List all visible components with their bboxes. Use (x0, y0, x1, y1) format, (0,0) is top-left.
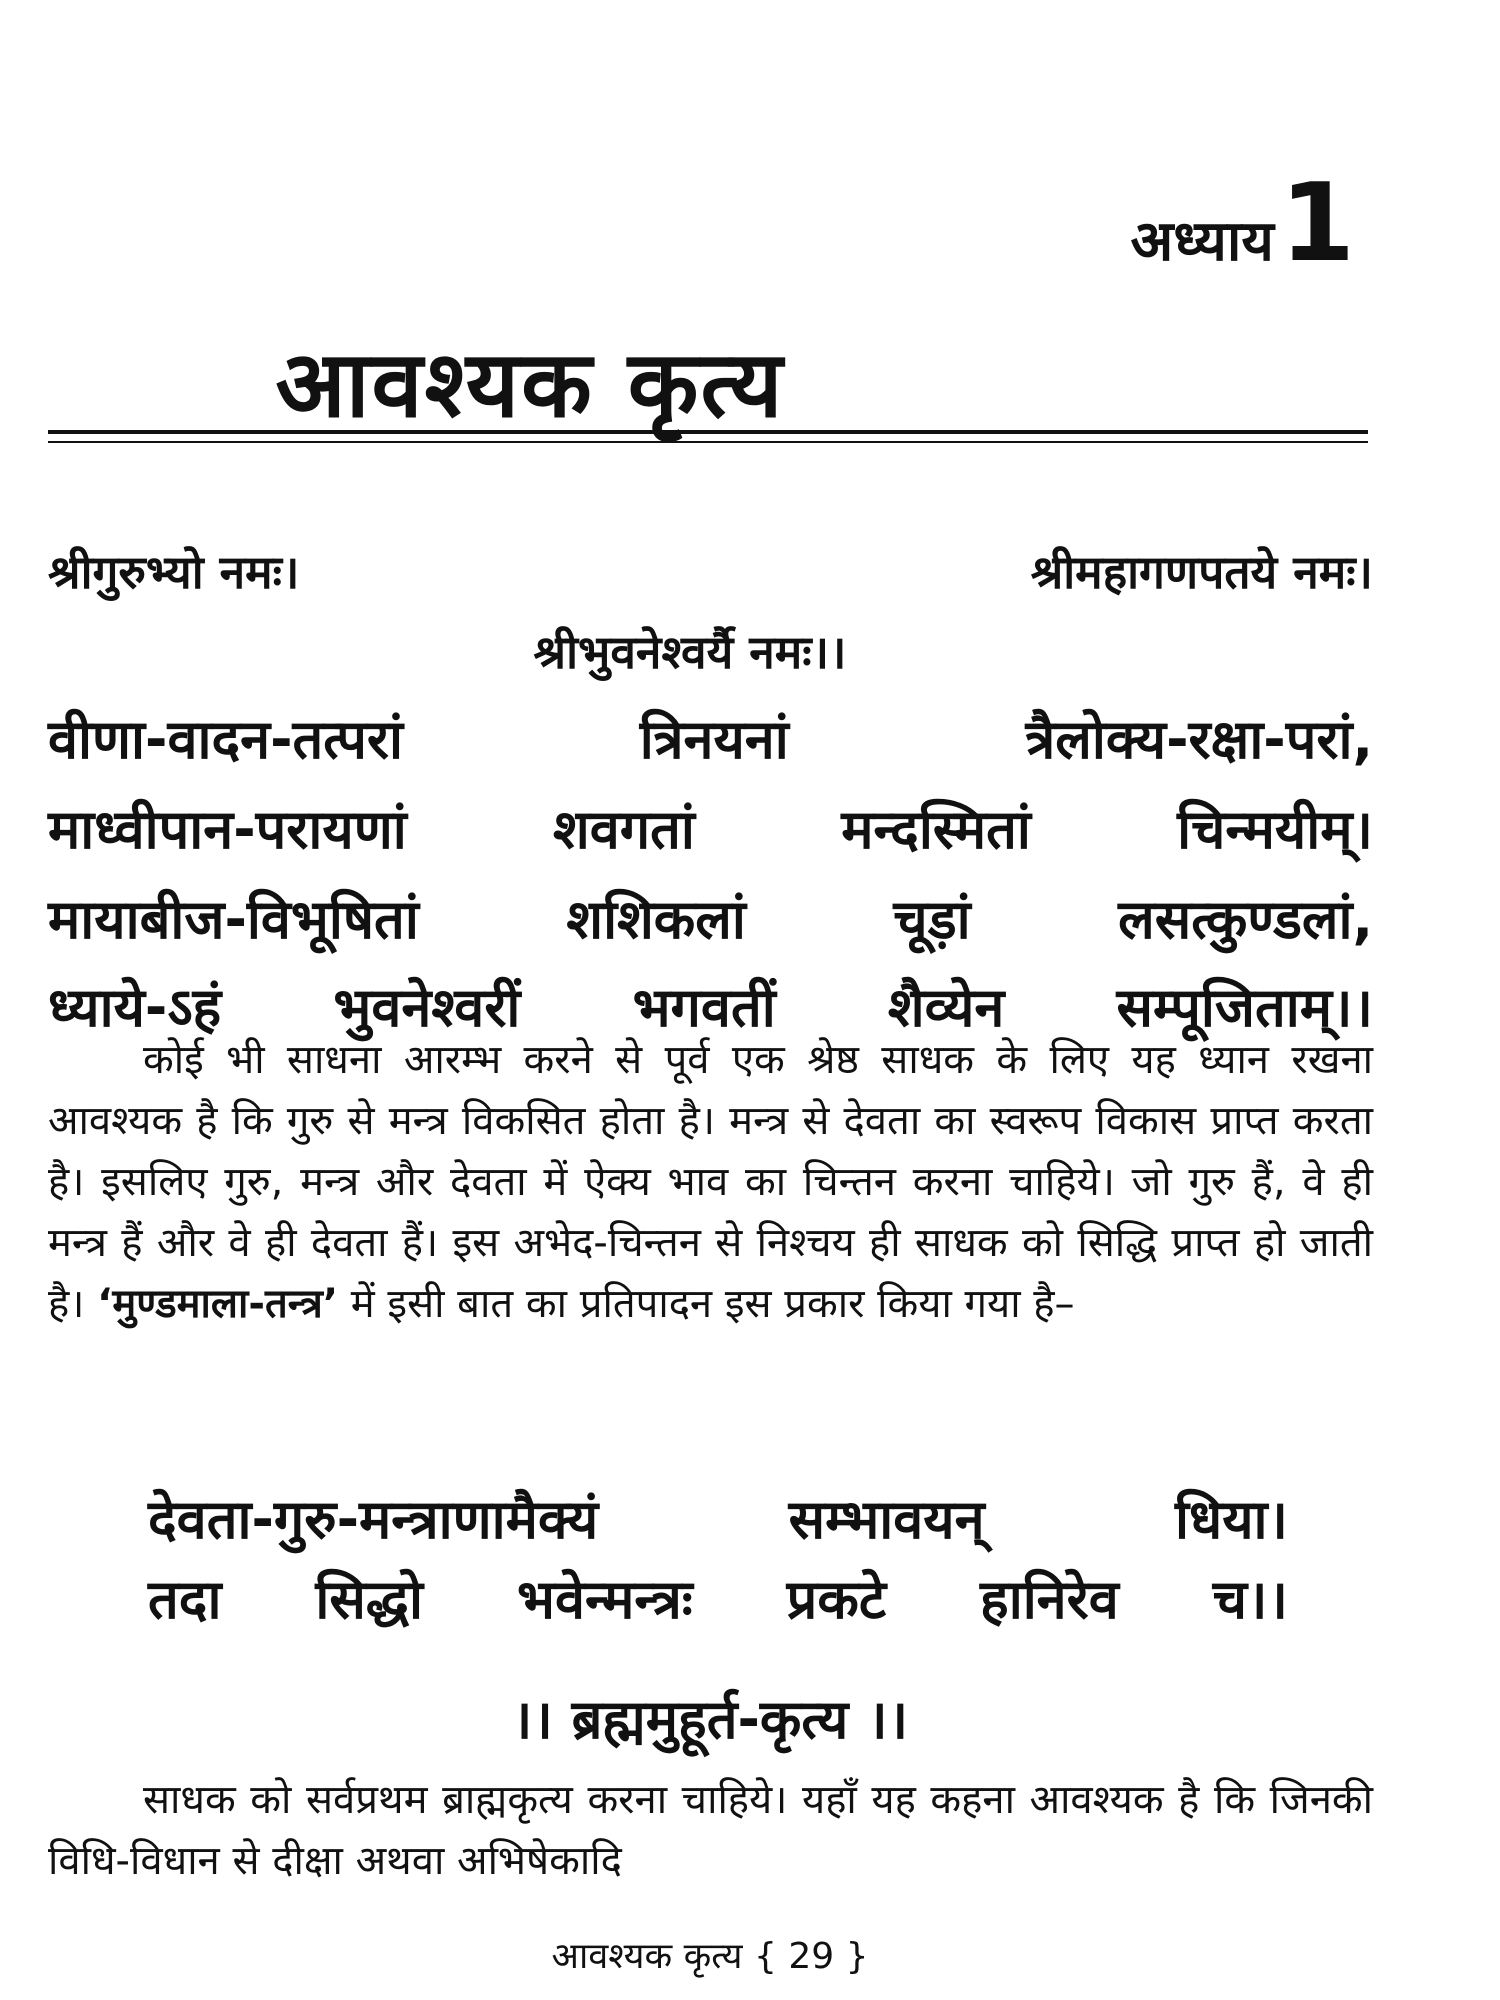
title-rule-thick (48, 430, 1368, 434)
sloka-word: सिद्धो (315, 1568, 424, 1631)
verse-word: भुवनेश्वरीं (333, 976, 521, 1039)
sloka-word: च।। (1212, 1568, 1288, 1631)
section-heading: ।। ब्रह्ममुहूर्त-कृत्य ।। (511, 1688, 909, 1751)
sloka-word: देवता-गुरु-मन्त्राणामैक्यं (148, 1488, 599, 1551)
sloka-word: हानिरेव (980, 1568, 1119, 1631)
verse-word: सम्पूजिताम्।। (1116, 976, 1373, 1039)
paragraph-text: में इसी बात का प्रतिपादन इस प्रकार किया गया है– (350, 1281, 1075, 1327)
paragraph-text: कोई भी साधना आरम्भ करने से पूर्व एक श्रेष्ठ साधक के लिए यह ध्यान रखना आवश्यक है कि गुरु से मन्त्र विकसित होता है। मन्त्र से देवता का स्वरूप विकास प्राप्त करता है। इसलिए गुरु, मन्त्र और देवता में ऐक्य भाव का चिन्तन करना चाहिये। जो गुरु हैं, वे ही मन्त्र हैं और वे ही देवता हैं। इस अभेद-चिन्तन से निश्चय ही साधक को सिद्धि प्राप्त हो जाती है। (48, 1037, 1374, 1327)
invocation-right: श्रीमहागणपतये नमः। (1030, 545, 1373, 599)
invocation-row (48, 540, 1373, 602)
verse-word: भगवतीं (632, 976, 776, 1039)
sloka-line-2 (148, 1560, 1288, 1634)
verse-word: मायाबीज-विभूषितां (48, 888, 419, 951)
sloka-word: तदा (148, 1568, 222, 1631)
verse-line-1 (48, 700, 1373, 774)
page-footer: आवश्यक कृत्य { 29 } (551, 1936, 869, 1977)
sloka-word: धिया। (1175, 1488, 1288, 1551)
body-paragraph-1 (48, 1030, 1373, 1335)
sloka-line-1 (148, 1480, 1288, 1554)
verse-word: वीणा-वादन-तत्परां (48, 708, 403, 771)
paragraph-text: साधक को सर्वप्रथम ब्राह्मकृत्य करना चाहिये। यहाँ यह कहना आवश्यक है कि जिनकी विधि-विधान से दीक्षा अथवा अभिषेकादि (48, 1777, 1373, 1884)
invocation-left: श्रीगुरुभ्यो नमः। (48, 545, 300, 599)
verse-line-3 (48, 880, 1373, 954)
verse-word: ध्याये-ऽहं (48, 976, 222, 1039)
body-paragraph-2 (48, 1770, 1373, 1892)
verse-word: त्रैलोक्य-रक्षा-परां, (1025, 708, 1373, 771)
page-title: आवश्यक कृत्य (275, 331, 785, 438)
verse-word: चिन्मयीम्। (1177, 798, 1373, 861)
tantra-reference: ‘मुण्डमाला-तन्त्र’ (97, 1281, 339, 1327)
chapter-label (1130, 161, 1355, 286)
verse-line-2 (48, 790, 1373, 864)
verse-word: शशिकलां (566, 888, 746, 951)
verse-word: शैव्येन (887, 976, 1005, 1039)
verse-word: लसत्कुण्डलां, (1118, 888, 1373, 951)
verse-word: मन्दस्मितां (841, 798, 1031, 861)
verse-word: माध्वीपान-परायणां (48, 798, 407, 861)
sloka-word: भवेन्मन्त्रः (516, 1568, 693, 1631)
title-rule-thin (48, 441, 1368, 443)
invocation-center: श्रीभुवनेश्वर्यै नमः।। (533, 625, 847, 679)
verse-word: त्रिनयनां (639, 708, 789, 771)
verse-word: चूड़ां (893, 888, 971, 951)
chapter-number: 1 (1279, 161, 1355, 286)
verse-word: शवगतां (553, 798, 695, 861)
sloka-word: सम्भावयन् (788, 1488, 985, 1551)
chapter-word: अध्याय (1130, 209, 1274, 274)
sloka-word: प्रकटे (786, 1568, 887, 1631)
